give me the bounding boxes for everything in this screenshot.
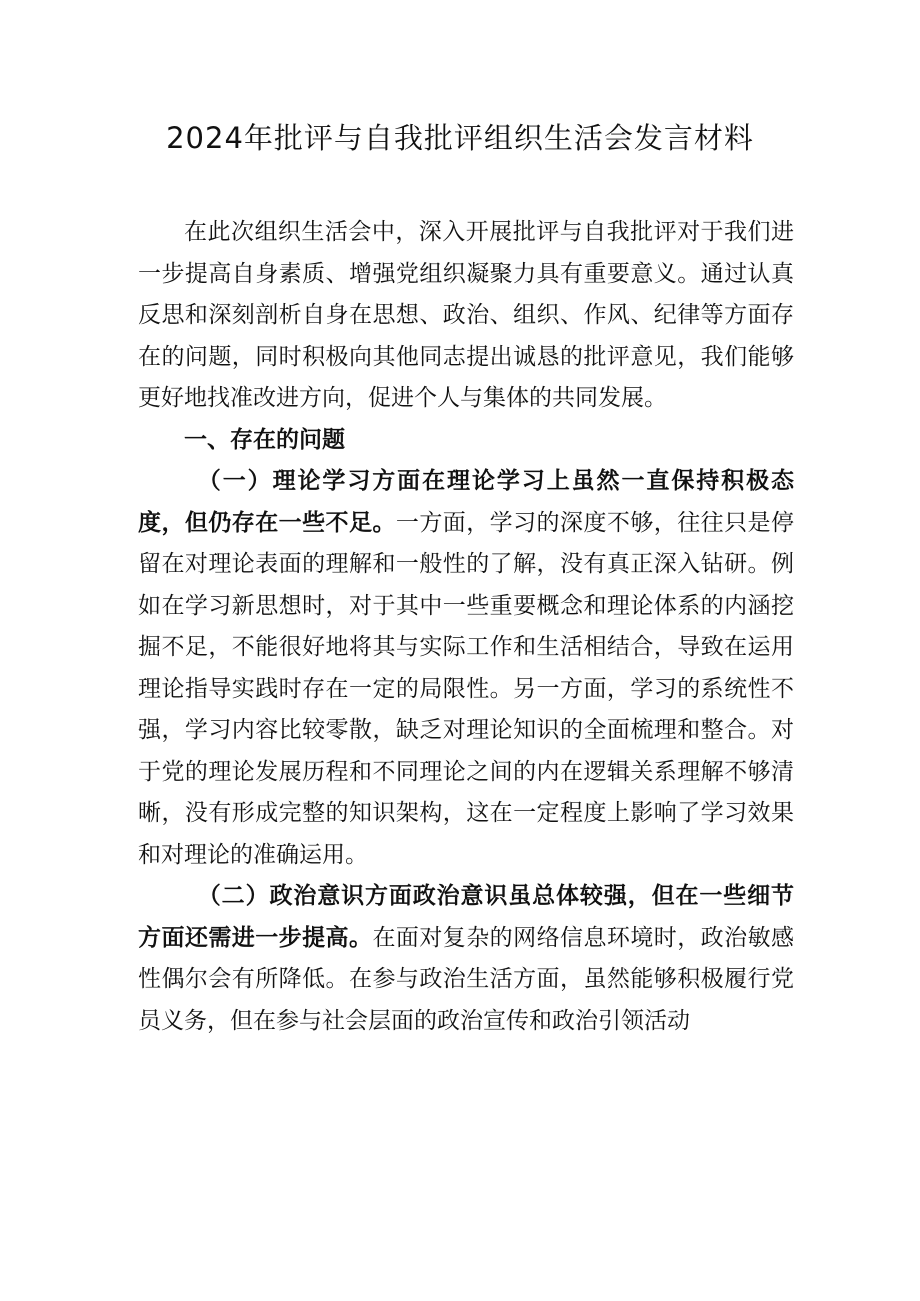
section-heading-problems: 一、存在的问题: [184, 426, 345, 453]
item-lead-theory-study: （一）理论学习方面在理论学习上虽然一直保持积极态度，但仍存在一些不足。: [138, 468, 794, 536]
intro-paragraph: 在此次组织生活会中，深入开展批评与自我批评对于我们进一步提高自身素质、增强党组织凝聚力具有重要意义。通过认真反思和深刻剖析自身在思想、政治、组织、作风、纪律等方面存在的问题，同时积极向其他同志提出诚恳的批评意见，我们能够更好地找准改进方向，促进个人与集体的共同发展。: [138, 219, 794, 411]
document-title: 2024年批评与自我批评组织生活会发言材料: [166, 121, 754, 155]
item-lead-political-awareness: （二）政治意识方面政治意识虽总体较强，但在一些细节方面还需进一步提高。: [138, 883, 794, 951]
item-paragraph-political-awareness: [138, 876, 794, 1042]
item-body-political-awareness: 在面对复杂的网络信息环境时，政治敏感性偶尔会有所降低。在参与政治生活方面，虽然能够积极履行党员义务，但在参与社会层面的政治宣传和政治引领活动: [138, 924, 795, 1034]
item-body-theory-study: 一方面，学习的深度不够，往往只是停留在对理论表面的理解和一般性的了解，没有真正深入钻研。例如在学习新思想时，对于其中一些重要概念和理论体系的内涵挖掘不足，不能很好地将其与实际工作和生活相结合，导致在运用理论指导实践时存在一定的局限性。另一方面，学习的系统性不强，学习内容比较零散，缺乏对理论知识的全面梳理和整合。对于党的理论发展历程和不同理论之间的内在逻辑关系理解不够清晰，没有形成完整的知识架构，这在一定程度上影响了学习效果和对理论的准确运用。: [138, 509, 795, 868]
item-paragraph-theory-study: [138, 461, 794, 876]
document-body: [138, 212, 794, 1042]
